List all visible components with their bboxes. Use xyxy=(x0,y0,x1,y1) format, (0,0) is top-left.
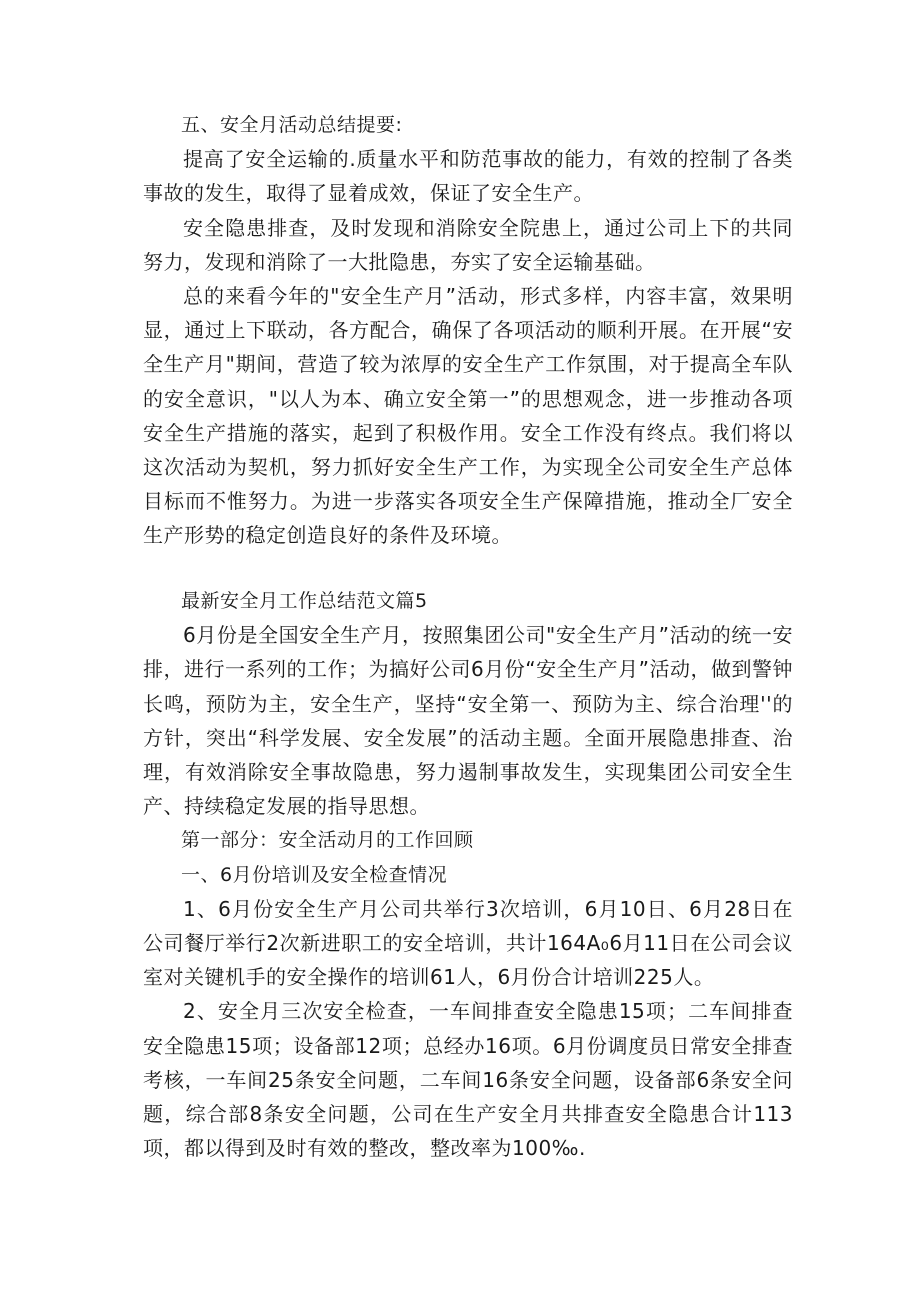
section-heading-summary: 五、安全月活动总结提要: xyxy=(181,114,403,136)
paragraph-intro: 6月份是全国安全生产月，按照集团公司"安全生产月”活动的统一安排，进行一系列的工作；为搞好公司6月份“安全生产月”活动，做到警钟长鸣，预防为主，安全生产，坚持“安全第一、预防为主、综合治理''的方针，突出“科学发展、安全发展”的活动主题。全面开展隐患排查、治理，有效消除安全事故隐患，努力遏制事故发生，实现集团公司安全生产、持续稳定发展的指导思想。 xyxy=(143,623,793,819)
section-article-5 xyxy=(143,584,793,1165)
sub-heading-training: 一、6月份培训及安全检查情况 xyxy=(181,863,448,886)
paragraph-summary-2: 安全隐患排查，及时发现和消除安全院患上，通过公司上下的共同努力，发现和消除了一大批隐患，夯实了安全运输基础。 xyxy=(143,215,793,274)
article-title: 最新安全月工作总结范文篇5 xyxy=(181,590,428,612)
part-heading: 第一部分：安全活动月的工作回顾 xyxy=(181,829,474,852)
paragraph-summary-1: 提高了安全运输的.质量水平和防范事故的能力，有效的控制了各类事故的发生，取得了显着成效，保证了安全生产。 xyxy=(143,147,793,206)
paragraph-inspection: 2、安全月三次安全检查，一车间排查安全隐患15项；二车间排查安全隐患15项；设备部12项；总经办16项。6月份调度员日常安全排查考核，一车间25条安全问题，二车间16条安全问题，设备部6条安全问题，综合部8条安全问题，公司在生产安全月共排查安全隐患合计113项，都以得到及时有效的整改，整改率为100‰. xyxy=(143,999,793,1161)
paragraph-summary-3: 总的来看今年的"安全生产月”活动，形式多样，内容丰富，效果明显，通过上下联动，各方配合，确保了各项活动的顺利开展。在开展“安全生产月"期间，营造了较为浓厚的安全生产工作氛围，对于提高全车队的安全意识，"以人为本、确立安全第一”的思想观念，进一步推动各项安全生产措施的落实，起到了积极作用。安全工作没有终点。我们将以这次活动为契机，努力抓好安全生产工作，为实现全公司安全生产总体目标而不惟努力。为进一步落实各项安全生产保障措施，推动全厂安全生产形势的稳定创造良好的条件及环境。 xyxy=(143,284,793,548)
section-summary xyxy=(143,108,793,553)
paragraph-training: 1、6月份安全生产月公司共举行3次培训，6月10日、6月28日在公司餐厅举行2次新进职工的安全培训，共计164A₀6月11日在公司会议室对关键机手的安全操作的培训61人，6月份合计培训225人。 xyxy=(143,896,793,990)
